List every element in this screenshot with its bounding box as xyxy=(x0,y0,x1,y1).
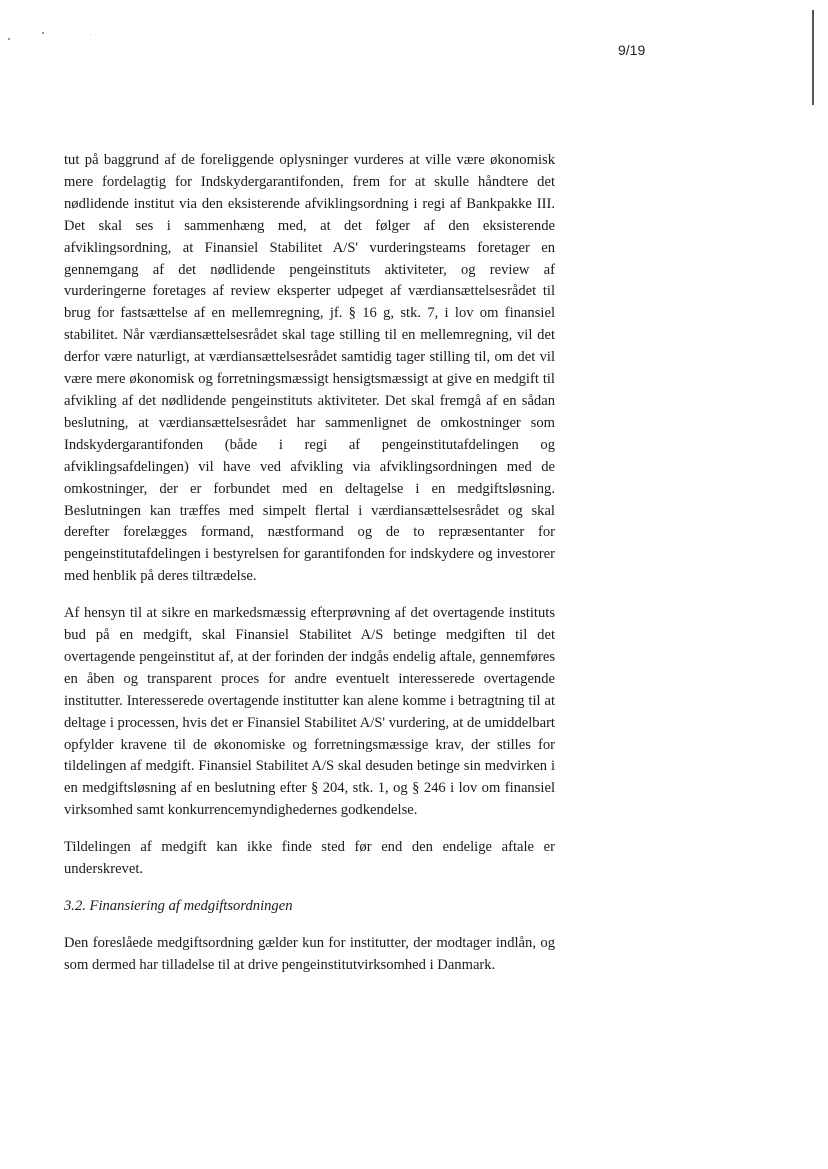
scan-edge-line xyxy=(812,10,814,105)
document-body xyxy=(64,150,555,992)
paragraph-financing: Den foreslåede medgiftsordning gælder kun for institutter, der modtager indlån, og som dermed har tilladelse til at drive pengeinstitutvirksomhed i Danmark. xyxy=(64,934,555,973)
paragraph-allocation: Tildelingen af medgift kan ikke finde sted før end den endelige aftale er underskrevet. xyxy=(64,839,555,878)
section-heading: 3.2. Finansiering af medgiftsordningen xyxy=(64,898,293,914)
scan-speck xyxy=(42,32,44,34)
scan-speck xyxy=(8,38,10,40)
paragraph-market-test: Af hensyn til at sikre en markedsmæssig efterprøvning af det overtagende instituts bud på en medgift, skal Finansiel Stabilitet A/S betinge medgiften til det overtagende pengeinstitut af, at der forinden der indgås endelig aftale, gennemføres en åben og transparent proces for andre eventuelt interesserede overtagende institutter. Interesserede overtagende institutter kan alene komme i betragtning til at deltage i processen, hvis det er Finansiel Stabilitet A/S' vurdering, at de umiddelbart opfylder kravene til de økonomiske og forretningsmæssige krav, der stilles for tildelingen af medgift. Finansiel Stabilitet A/S skal desuden betinge sin medvirken i en medgiftsløsning af en beslutning efter § 204, stk. 1, og § 246 i lov om finansiel virksomhed samt konkurrencemyndighedernes godkendelse. xyxy=(64,605,555,819)
paragraph-continuation: tut på baggrund af de foreliggende oplysninger vurderes at ville være økonomisk mere fordelagtig for Indskydergarantifonden, frem for at skulle håndtere det nødlidende institut via den eksisterende afviklingsordning i regi af Bankpakke III. Det skal ses i sammenhæng med, at det følger af den eksisterende afviklingsordning, at Finansiel Stabilitet A/S' vurderingsteams foretager en gennemgang af det nødlidende pengeinstituts aktiviteter, og review af vurderingerne foretages af review eksperter udpeget af værdiansættelsesrådet til brug for fastsættelse af en mellemregning, jf. § 16 g, stk. 7, i lov om finansiel stabilitet. Når værdiansættelsesrådet skal tage stilling til en mellemregning, vil det derfor være naturligt, at værdiansættelsesrådet samtidig tager stilling til, om det vil være mere økonomisk og forretningsmæssigt hensigtsmæssigt at give en medgift til afvikling af det nødlidende pengeinstituts aktiviteter. Det skal fremgå af en sådan beslutning, at værdiansættelsesrådet har sammenlignet de omkostninger som Indskydergarantifonden (både i regi af pengeinstitutafdelingen og afviklingsafdelingen) vil have ved afvikling via afviklingsordningen med de omkostninger, der er forbundet med en deltagelse i en medgiftsløsning. Beslutningen kan træffes med simpelt flertal i værdiansættelsesrådet og skal derefter forelægges formand, næstformand og de to repræsentanter for pengeinstitutafdelingen i bestyrelsen for garantifonden for indskydere og investorer med henblik på deres tiltrædelse. xyxy=(64,152,555,585)
scan-speck xyxy=(90,34,91,35)
page-number: 9/19 xyxy=(618,42,646,58)
